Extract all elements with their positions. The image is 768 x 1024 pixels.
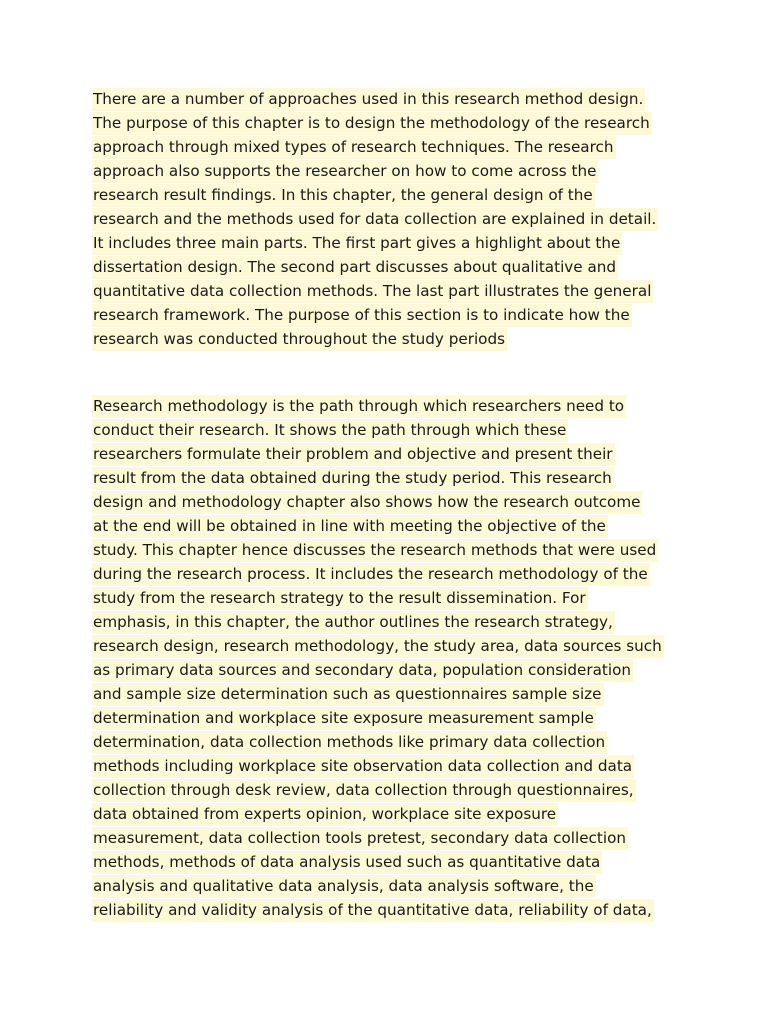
text-line: research result findings. In this chapter, the general design of the — [93, 183, 693, 207]
text-line: analysis and qualitative data analysis, data analysis software, the — [93, 874, 693, 898]
text-line: result from the data obtained during the study period. This research — [93, 466, 693, 490]
text-line: research and the methods used for data collection are explained in detail. — [93, 207, 693, 231]
paragraph-2 — [93, 394, 693, 922]
text-line: determination and workplace site exposure measurement sample — [93, 706, 693, 730]
text-line: quantitative data collection methods. The last part illustrates the general — [93, 279, 693, 303]
text-line: as primary data sources and secondary data, population consideration — [93, 658, 693, 682]
text-line: emphasis, in this chapter, the author outlines the research strategy, — [93, 610, 693, 634]
text-line: research was conducted throughout the study periods — [93, 327, 693, 351]
text-line: approach through mixed types of research techniques. The research — [93, 135, 693, 159]
text-line: research design, research methodology, the study area, data sources such — [93, 634, 693, 658]
paragraph-1 — [93, 87, 693, 351]
text-line: data obtained from experts opinion, workplace site exposure — [93, 802, 693, 826]
text-line: and sample size determination such as questionnaires sample size — [93, 682, 693, 706]
text-line: It includes three main parts. The first part gives a highlight about the — [93, 231, 693, 255]
text-line: methods, methods of data analysis used such as quantitative data — [93, 850, 693, 874]
text-line: methods including workplace site observation data collection and data — [93, 754, 693, 778]
text-line: research framework. The purpose of this section is to indicate how the — [93, 303, 693, 327]
text-line: approach also supports the researcher on how to come across the — [93, 159, 693, 183]
text-line: study. This chapter hence discusses the research methods that were used — [93, 538, 693, 562]
text-line: determination, data collection methods like primary data collection — [93, 730, 693, 754]
text-line: researchers formulate their problem and objective and present their — [93, 442, 693, 466]
text-line: dissertation design. The second part discusses about qualitative and — [93, 255, 693, 279]
text-line: There are a number of approaches used in this research method design. — [93, 87, 693, 111]
text-line: during the research process. It includes the research methodology of the — [93, 562, 693, 586]
text-line: study from the research strategy to the result dissemination. For — [93, 586, 693, 610]
text-line: design and methodology chapter also shows how the research outcome — [93, 490, 693, 514]
text-line: conduct their research. It shows the path through which these — [93, 418, 693, 442]
text-line: Research methodology is the path through which researchers need to — [93, 394, 693, 418]
text-line: collection through desk review, data collection through questionnaires, — [93, 778, 693, 802]
text-line: at the end will be obtained in line with meeting the objective of the — [93, 514, 693, 538]
text-line: measurement, data collection tools pretest, secondary data collection — [93, 826, 693, 850]
text-line: The purpose of this chapter is to design the methodology of the research — [93, 111, 693, 135]
text-line: reliability and validity analysis of the quantitative data, reliability of data, — [93, 898, 693, 922]
